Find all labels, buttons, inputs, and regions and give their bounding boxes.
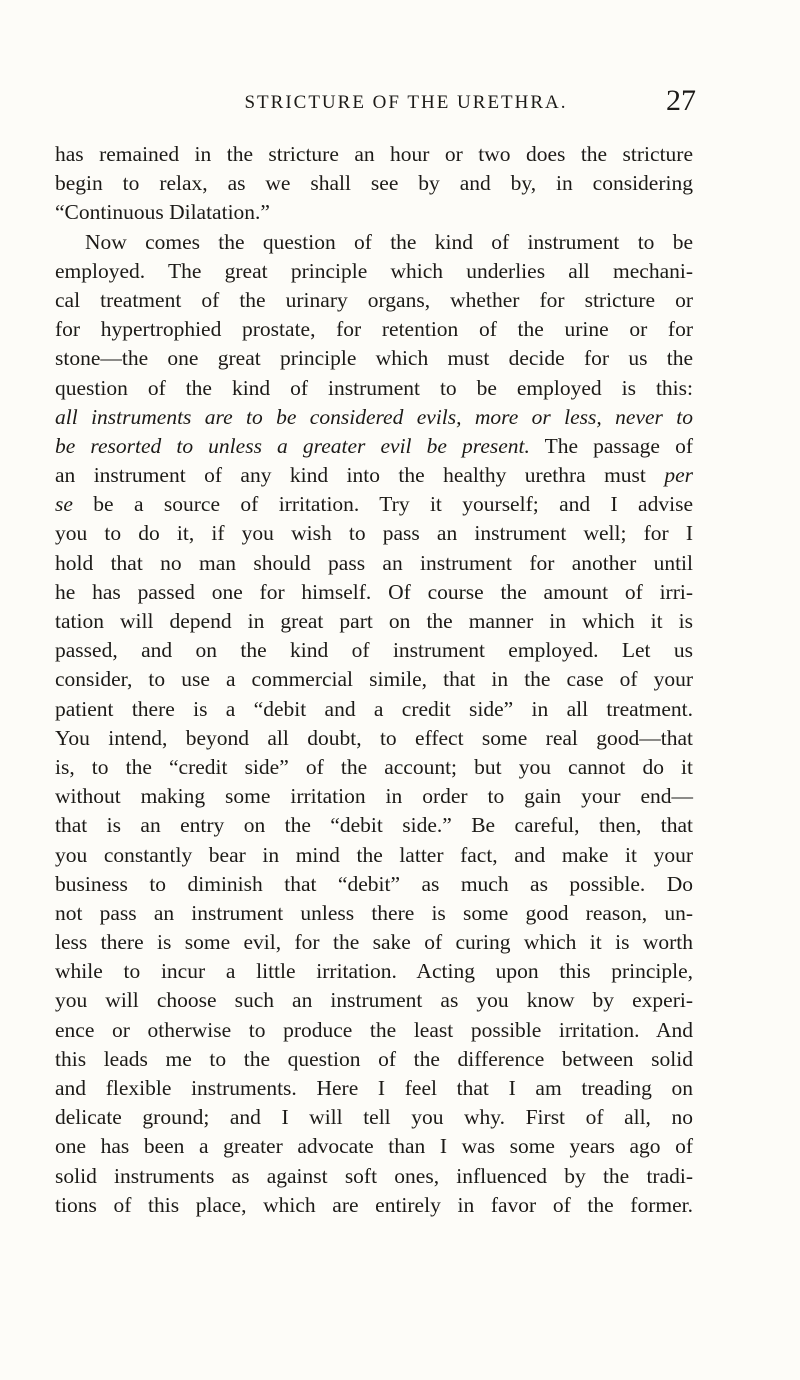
page-number: 27 bbox=[666, 84, 696, 117]
text-line bbox=[55, 1045, 693, 1074]
text-line bbox=[55, 344, 693, 373]
text-segment: ence or otherwise to produce the least possible irritation. And bbox=[55, 1017, 693, 1042]
text-segment: stone—the one great principle which must decide for us the bbox=[55, 346, 693, 371]
text-segment: an instrument of any kind into the healthy urethra must bbox=[55, 463, 665, 488]
text-line bbox=[55, 1132, 693, 1161]
text-line bbox=[55, 1074, 693, 1103]
text-line bbox=[55, 753, 693, 782]
text-segment: hold that no man should pass an instrument for another until bbox=[55, 550, 693, 575]
text-segment: he has passed one for himself. Of course the amount of irri- bbox=[55, 579, 693, 604]
text-segment: is, to the “credit side” of the account; but you cannot do it bbox=[55, 754, 693, 779]
text-line bbox=[55, 549, 693, 578]
text-segment: for hypertrophied prostate, for retention of the urine or for bbox=[55, 317, 693, 342]
text-segment: delicate ground; and I will tell you why. First of all, no bbox=[55, 1105, 693, 1130]
text-segment: Now comes the question of the kind of instrument to be bbox=[85, 229, 693, 254]
text-line bbox=[55, 1103, 693, 1132]
text-segment: be a source of irritation. Try it yourself; and I advise bbox=[72, 492, 693, 517]
text-line bbox=[55, 169, 693, 198]
text-segment: not pass an instrument unless there is some good reason, un- bbox=[55, 900, 693, 925]
text-segment: cal treatment of the urinary organs, whether for stricture or bbox=[55, 287, 693, 312]
text-line bbox=[55, 490, 693, 519]
text-segment: without making some irritation in order to gain your end— bbox=[55, 784, 693, 809]
text-line bbox=[55, 811, 693, 840]
text-line bbox=[55, 403, 693, 432]
text-line bbox=[55, 1016, 693, 1045]
text-line bbox=[55, 519, 693, 548]
text-line bbox=[55, 1162, 693, 1191]
text-segment: tation will depend in great part on the manner in which it is bbox=[55, 609, 693, 633]
text-segment: solid instruments as against soft ones, influenced by the tradi- bbox=[55, 1163, 693, 1188]
text-line bbox=[55, 841, 693, 870]
text-segment: one has been a greater advocate than I was some years ago of bbox=[55, 1134, 693, 1159]
text-line bbox=[55, 140, 693, 169]
text-segment: business to diminish that “debit” as much as possible. Do bbox=[55, 871, 693, 896]
text-line bbox=[55, 724, 693, 753]
text-line bbox=[55, 928, 693, 957]
text-segment: you to do it, if you wish to pass an instrument well; for I bbox=[55, 521, 693, 546]
text-line bbox=[55, 607, 693, 636]
text-segment: You intend, beyond all doubt, to effect some real good—that bbox=[55, 725, 693, 750]
text-line bbox=[55, 228, 693, 257]
text-line bbox=[55, 578, 693, 607]
text-line bbox=[55, 782, 693, 811]
italic-text-segment: all instruments are to be considered evils, more or less, never to bbox=[55, 404, 693, 429]
text-line bbox=[55, 286, 693, 315]
text-segment: less there is some evil, for the sake of curing which it is worth bbox=[55, 930, 693, 955]
text-line bbox=[55, 665, 693, 694]
running-head bbox=[116, 84, 696, 124]
text-segment: you constantly bear in mind the latter fact, and make it your bbox=[55, 842, 693, 867]
text-segment: passed, and on the kind of instrument employed. Let us bbox=[55, 638, 693, 663]
text-line bbox=[55, 198, 693, 227]
text-segment: employed. The great principle which underlies all mechani- bbox=[55, 258, 693, 283]
body-text bbox=[55, 140, 693, 1220]
text-line bbox=[55, 870, 693, 899]
text-segment: you will choose such an instrument as you know by experi- bbox=[55, 988, 693, 1013]
text-line bbox=[55, 1191, 693, 1220]
text-line bbox=[55, 257, 693, 286]
text-line bbox=[55, 374, 693, 403]
running-title: STRICTURE OF THE URETHRA. bbox=[244, 92, 568, 113]
text-segment: question of the kind of instrument to be employed is this: bbox=[55, 375, 693, 400]
text-line bbox=[55, 315, 693, 344]
text-segment: has remained in the stricture an hour or two does the stricture bbox=[55, 142, 693, 166]
text-line bbox=[55, 957, 693, 986]
text-segment: The passage of bbox=[529, 433, 693, 458]
italic-text-segment: se bbox=[55, 492, 73, 517]
text-segment: consider, to use a commercial simile, that in the case of your bbox=[55, 667, 693, 692]
text-segment: while to incur a little irritation. Acting upon this principle, bbox=[55, 959, 693, 984]
italic-text-segment: per bbox=[664, 463, 693, 488]
text-segment: patient there is a “debit and a credit side” in all treatment. bbox=[55, 696, 693, 721]
text-line bbox=[55, 461, 693, 490]
text-segment: this leads me to the question of the difference between solid bbox=[55, 1046, 693, 1071]
text-line bbox=[55, 899, 693, 928]
text-segment: begin to relax, as we shall see by and by, in considering bbox=[55, 171, 693, 196]
text-segment: that is an entry on the “debit side.” Be careful, then, that bbox=[55, 813, 693, 838]
text-line bbox=[55, 432, 693, 461]
text-line bbox=[55, 636, 693, 665]
text-segment: tions of this place, which are entirely in favor of the former. bbox=[55, 1192, 693, 1217]
text-line bbox=[55, 695, 693, 724]
text-line bbox=[55, 986, 693, 1015]
text-segment: “Continuous Dilatation.” bbox=[55, 200, 270, 225]
italic-text-segment: be resorted to unless a greater evil be present. bbox=[55, 433, 530, 458]
text-segment: and flexible instruments. Here I feel that I am treading on bbox=[55, 1076, 693, 1100]
